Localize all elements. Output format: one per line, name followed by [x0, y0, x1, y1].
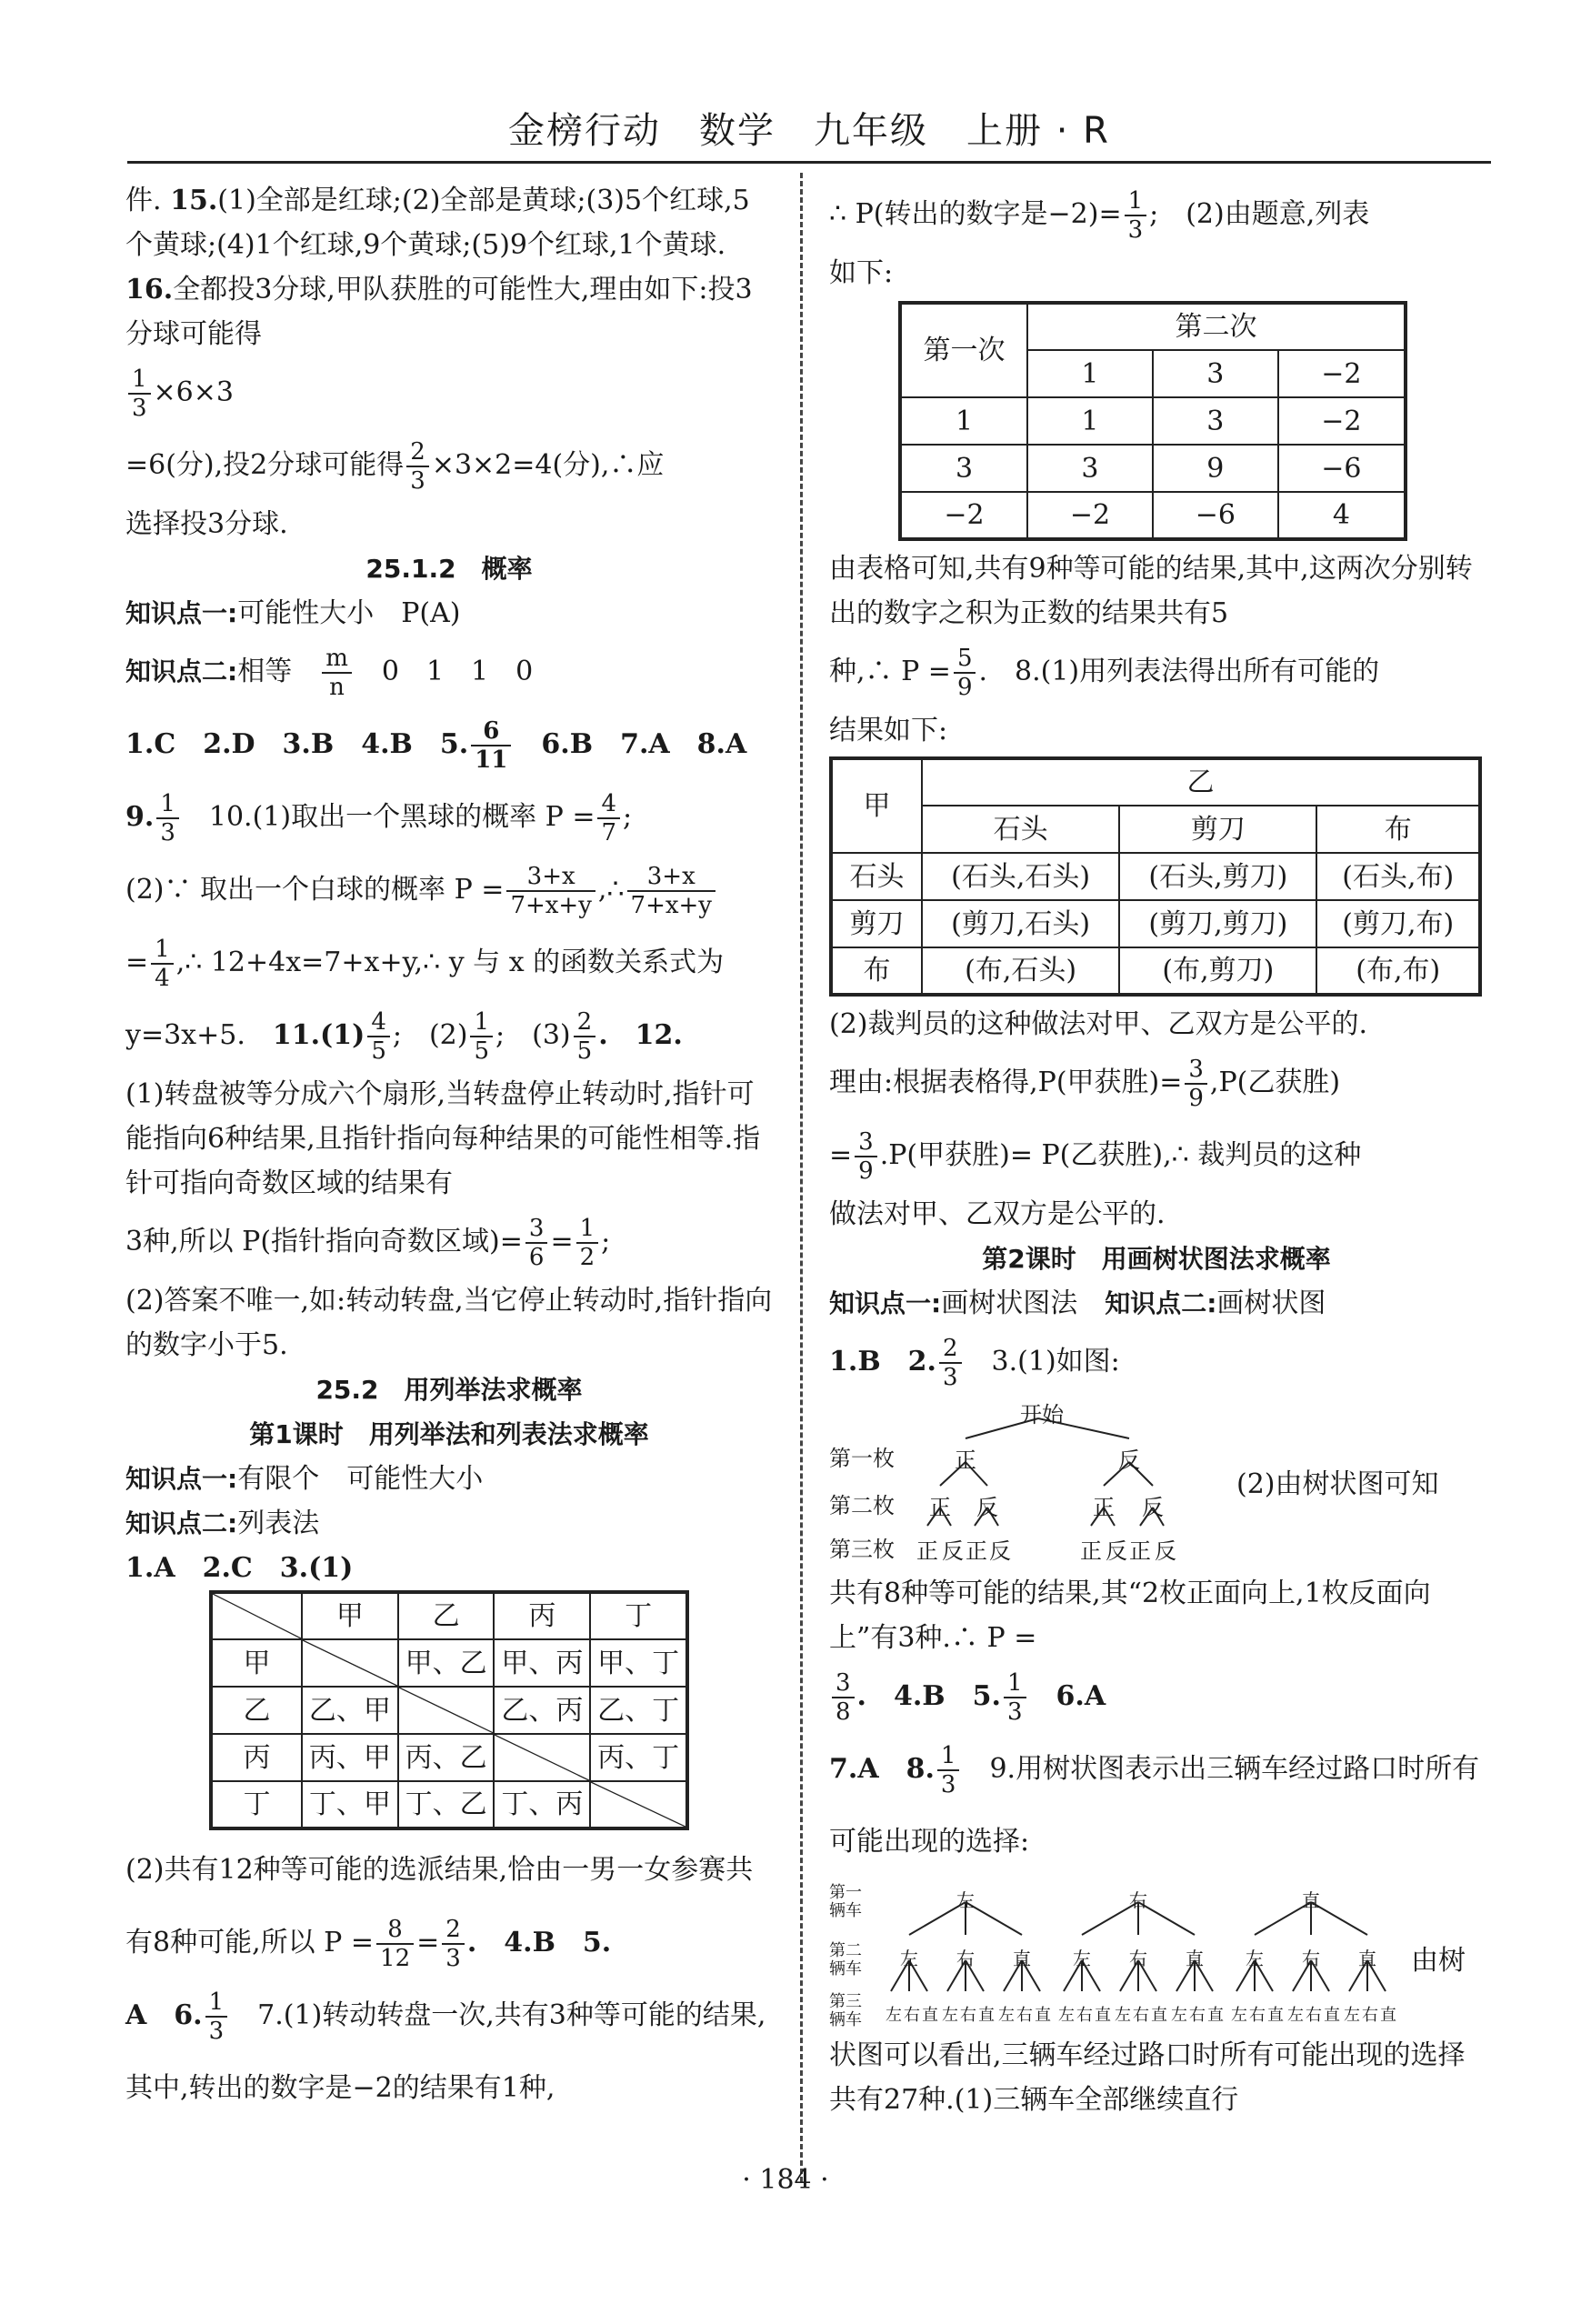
- tree-node: 直: [1380, 2006, 1396, 2025]
- table-header: −2: [1278, 350, 1406, 397]
- tree-node: 右: [960, 2006, 976, 2025]
- q9-10: 9. $\frac{1}{3}$ 10.(1)取出一个黑球的概率 P = $\frac{4}{7}$ ;: [125, 790, 633, 846]
- car-tree-diagram: [829, 1878, 1484, 2033]
- tree-node: 直: [922, 2006, 938, 2025]
- tree-node: 左: [1058, 2006, 1075, 2025]
- tree-node: 正: [929, 1495, 951, 1520]
- fraction: $\frac{3}{8}$: [832, 1669, 855, 1726]
- table-header: 石头: [922, 806, 1119, 853]
- table-row: 3 3 9 −6: [900, 445, 1406, 492]
- fraction: $\frac{1}{3}$: [156, 790, 179, 846]
- fraction: $\frac{1}{4}$: [151, 936, 174, 992]
- tree-node: 左: [956, 1889, 975, 1911]
- table-header: 布: [1316, 806, 1480, 853]
- tree-node: 反: [1118, 1447, 1140, 1473]
- tree-level-label: 第三辆车: [829, 1992, 862, 2029]
- knowledge-point: 知识点二:列表法: [125, 1508, 320, 1539]
- section-title: 25.1.2 概率: [365, 554, 533, 584]
- fraction: $\frac{3+x}{7+x+y}$: [506, 863, 595, 919]
- tree-node: 右: [956, 1948, 975, 1969]
- fraction: $\frac{4}{7}$: [597, 790, 620, 846]
- page-number: · 184 ·: [742, 2164, 829, 2196]
- fraction: $\frac{2}{5}$: [574, 1008, 596, 1065]
- q3-2: (2)共有12种等可能的选派结果,恰由一男一女参赛共有8种可能,所以 P = $\frac{8}{12}$ = $\frac{2}{3}$ . 4.B 5.: [125, 1854, 754, 1972]
- tree-node: 直: [1302, 1889, 1320, 1911]
- knowledge-point: 知识点一:可能性大小 P(A): [125, 597, 461, 629]
- tree-node: 反: [1142, 1495, 1164, 1520]
- tree-node: 直: [1151, 2006, 1167, 2025]
- fraction: $\frac{2}{3}$: [939, 1335, 962, 1391]
- column-divider: [800, 173, 803, 2182]
- q-number: 15.: [170, 185, 218, 216]
- fraction: $\frac{m}{n}$: [322, 645, 352, 701]
- tree-node: 右: [1362, 2006, 1378, 2025]
- tree-node: 正: [1093, 1495, 1115, 1520]
- text: 选择投3分球.: [125, 508, 288, 540]
- tree-node: 直: [1186, 1948, 1204, 1969]
- page-header: 金榜行动 数学 九年级 上册 · R: [127, 105, 1491, 164]
- fraction: $\frac{5}{9}$: [954, 645, 976, 701]
- table-header: 3: [1153, 350, 1278, 397]
- fraction: $\frac{1}{3}$: [205, 1988, 228, 2045]
- fraction: $\frac{1}{5}$: [470, 1008, 493, 1065]
- tree-node: 右: [1133, 2006, 1149, 2025]
- table-row: 乙 乙、甲 乙、丙 乙、丁: [211, 1687, 687, 1734]
- text: (2)裁判员的这种做法对甲、乙双方是公平的.: [829, 1008, 1368, 1040]
- text: 结果如下:: [829, 715, 948, 746]
- tree-node: 正: [916, 1538, 938, 1564]
- tree-node: 正: [1080, 1538, 1102, 1564]
- tree-node: 右: [1129, 1889, 1147, 1911]
- fraction: $\frac{1}{3}$: [128, 366, 151, 422]
- knowledge-point: 知识点一:画树状图法 知识点二:画树状图: [829, 1287, 1326, 1319]
- tree-node: 反: [942, 1538, 964, 1564]
- text: ×6×3: [153, 376, 234, 408]
- tree-node: 左: [1115, 2006, 1131, 2025]
- tree-node: 正: [966, 1538, 987, 1564]
- answer-row: 1.A 2.C 3.(1): [125, 1552, 354, 1584]
- lesson-title: 第1课时 用列举法和列表法求概率: [249, 1419, 649, 1449]
- product-table: [898, 301, 1407, 541]
- q12-line: 3种,所以 P(指针指向奇数区域)= $\frac{3}{6}$ = $\frac{1}{2}$ ;: [125, 1215, 611, 1271]
- tree-node: 右: [1129, 1948, 1147, 1969]
- tree-node: 左: [1231, 2006, 1247, 2025]
- text: ×3×2=4(分),∴应: [431, 449, 665, 481]
- q16-line: [125, 356, 773, 429]
- table-row: −2 −2 −6 4: [900, 492, 1406, 539]
- table-row: 丁 丁、甲 丁、乙 丁、丙: [211, 1781, 687, 1828]
- fraction: $\frac{4}{5}$: [367, 1008, 390, 1065]
- tree-node: 反: [976, 1495, 998, 1520]
- q10-11: y=3x+5. 11.(1) $\frac{4}{5}$ ; (2) $\frac{1}{5}$ ; (3) $\frac{2}{5}$ . 12.: [125, 1008, 683, 1065]
- tree-note: 由树: [1411, 1945, 1466, 1977]
- table-header: 乙: [922, 758, 1480, 806]
- tree-node: 正: [955, 1447, 976, 1473]
- fraction: $\frac{1}{3}$: [937, 1742, 960, 1798]
- table-row: 石头 (石头,石头) (石头,剪刀) (石头,布): [831, 853, 1480, 900]
- tree-node: 左: [1171, 2006, 1187, 2025]
- tree-node: 反: [1106, 1538, 1127, 1564]
- table-header: 第二次: [1027, 303, 1406, 350]
- tree-note: (2)由树状图可知: [1236, 1468, 1439, 1500]
- fraction: $\frac{2}{3}$: [406, 438, 429, 495]
- tree-node: 直: [1324, 2006, 1340, 2025]
- tree-node: 左: [998, 2006, 1015, 2025]
- fraction: $\frac{2}{3}$: [442, 1916, 465, 1972]
- tree-node: 左: [942, 2006, 958, 2025]
- q15-16-block: [125, 178, 773, 356]
- tree-node: 左: [886, 2006, 902, 2025]
- fraction: $\frac{3}{9}$: [855, 1128, 877, 1185]
- tree-level-label: 第三枚: [829, 1537, 895, 1562]
- answer-row: 1.B 2. $\frac{2}{3}$ 3.(1)如图:: [829, 1335, 1120, 1391]
- tree-node: 直: [1035, 2006, 1051, 2025]
- table-row: 布 (布,石头) (布,剪刀) (布,布): [831, 947, 1480, 995]
- fraction: $\frac{1}{3}$: [1125, 187, 1147, 244]
- r4-line: $\frac{3}{8}$ . 4.B 5. $\frac{1}{3}$ 6.A: [829, 1660, 1484, 1733]
- table-corner: 第一次: [900, 303, 1027, 397]
- coin-tree-diagram: [829, 1398, 1484, 1571]
- knowledge-point: 知识点一:有限个 可能性大小: [125, 1463, 484, 1495]
- answer-text: (1)全部是红球;(2)全部是黄球;(3)5个红球,5个黄球;(4)1个红球,9个黄球;(5)9个红球,1个黄球.: [125, 185, 750, 261]
- text: 状图可以看出,三辆车经过路口时所有可能出现的选择共有27种.(1)三辆车全部继续直行: [829, 2039, 1466, 2116]
- r2-line: 种,∴ P = $\frac{5}{9}$ . 8.(1)用列表法得出所有可能的: [829, 645, 1380, 701]
- table-row: 1 1 3 −2: [900, 397, 1406, 445]
- tree-node: 右: [1306, 2006, 1322, 2025]
- r5-line: 7.A 8. $\frac{1}{3}$ 9.用树状图表示出三辆车经过路口时所有可能出现的选择:: [829, 1742, 1480, 1858]
- tree-level-label: 第二辆车: [829, 1941, 862, 1978]
- tree-node: 直: [978, 2006, 995, 2025]
- q10-line3: = $\frac{1}{4}$ ,∴ 12+4x=7+x+y,∴ y 与 x 的函数关系式为: [125, 936, 725, 992]
- section-title: 25.2 用列举法求概率: [315, 1375, 583, 1405]
- text: 件.: [125, 185, 162, 216]
- q10-line2: (2)∵ 取出一个白球的概率 P = $\frac{3+x}{7+x+y}$ ,∴ $\frac{3+x}{7+x+y}$: [125, 854, 773, 927]
- tree-node: 左: [1246, 1948, 1264, 1969]
- tree-node: 直: [1267, 2006, 1284, 2025]
- q6-7: A 6. $\frac{1}{3}$ 7.(1)转动转盘一次,共有3种等可能的结果,其中,转出的数字是−2的结果有1种,: [125, 1988, 766, 2104]
- tree-level-label: 第一辆车: [829, 1883, 862, 1920]
- tree-node: 直: [1013, 1948, 1031, 1969]
- table-header: 甲: [302, 1592, 398, 1639]
- table-row: 甲 甲、乙 甲、丙 甲、丁: [211, 1639, 687, 1687]
- fraction: $\frac{3}{9}$: [1185, 1056, 1207, 1112]
- tree-level-label: 第一枚: [829, 1446, 895, 1471]
- knowledge-point: 知识点二:相等 $\frac{m}{n}$ 0 1 1 0: [125, 645, 534, 701]
- table-header: 剪刀: [1119, 806, 1316, 853]
- selection-table: [209, 1590, 689, 1830]
- text: 共有8种等可能的结果,其“2枚正面向上,1枚反面向上”有3种.∴ P =: [829, 1578, 1431, 1654]
- rps-table: [829, 756, 1482, 997]
- tree-node: 直: [1207, 2006, 1224, 2025]
- tree-node: 左: [1344, 2006, 1360, 2025]
- tree-node: 右: [1249, 2006, 1266, 2025]
- r3-line: 理由:根据表格得,P(甲获胜)= $\frac{3}{9}$ ,P(乙获胜): [829, 1056, 1341, 1112]
- table-header: 乙: [398, 1592, 495, 1639]
- tree-node: 左: [900, 1948, 918, 1969]
- table-row: 剪刀 (剪刀,石头) (剪刀,剪刀) (剪刀,布): [831, 900, 1480, 947]
- q12-text: (1)转盘被等分成六个扇形,当转盘停止转动时,指针可能指向6种结果,且指针指向每种结果的可能性相等.指针可指向奇数区域的结果有: [125, 1078, 761, 1199]
- tree-node: 右: [1189, 2006, 1206, 2025]
- left-column: [125, 178, 773, 2125]
- table-corner: 甲: [831, 758, 922, 853]
- fraction: $\frac{3}{6}$: [525, 1215, 548, 1271]
- table-corner: [211, 1592, 302, 1639]
- tree-node: 右: [904, 2006, 920, 2025]
- fraction: $\frac{6}{11}$: [471, 717, 511, 774]
- right-column: [829, 178, 1484, 2122]
- tree-node: 直: [1358, 1948, 1376, 1969]
- text: =6(分),投2分球可能得: [125, 449, 405, 481]
- tree-node: 右: [1302, 1948, 1320, 1969]
- fraction: $\frac{8}{12}$: [376, 1916, 414, 1972]
- tree-node: 直: [1095, 2006, 1111, 2025]
- tree-level-label: 第二枚: [829, 1493, 895, 1518]
- text: 做法对甲、乙双方是公平的.: [829, 1198, 1166, 1230]
- tree-root: 开始: [1020, 1402, 1064, 1427]
- r3-line2: = $\frac{3}{9}$ .P(甲获胜)= P(乙获胜),∴ 裁判员的这种: [829, 1128, 1362, 1185]
- q16-line2: [125, 429, 773, 502]
- tree-node: 反: [1155, 1538, 1176, 1564]
- r1: ∴ P(转出的数字是−2)= $\frac{1}{3}$ ; (2)由题意,列表: [829, 187, 1370, 244]
- table-row: 丙 丙、甲 丙、乙 丙、丁: [211, 1734, 687, 1781]
- answer-text: 全都投3分球,甲队获胜的可能性大,理由如下:投3分球可能得: [125, 274, 753, 350]
- text: 由表格可知,共有9种等可能的结果,其中,这两次分别转出的数字之积为正数的结果共有5: [829, 553, 1473, 629]
- fraction: $\frac{1}{2}$: [576, 1215, 599, 1271]
- tree-node: 左: [1073, 1948, 1091, 1969]
- tree-node: 右: [1016, 2006, 1033, 2025]
- table-header: 丁: [590, 1592, 687, 1639]
- q12-text2: (2)答案不唯一,如:转动转盘,当它停止转动时,指针指向的数字小于5.: [125, 1285, 773, 1361]
- tree-node: 右: [1076, 2006, 1093, 2025]
- fraction: $\frac{3+x}{7+x+y}$: [627, 863, 715, 919]
- table-header: 1: [1027, 350, 1153, 397]
- table-header: 丙: [494, 1592, 590, 1639]
- text: 如下:: [829, 257, 894, 289]
- tree-node: 反: [989, 1538, 1011, 1564]
- answer-row: 1.C 2.D 3.B 4.B 5. $\frac{6}{11}$ 6.B 7.A 8.A: [125, 717, 747, 774]
- tree-node: 左: [1287, 2006, 1304, 2025]
- fraction: $\frac{1}{3}$: [1004, 1669, 1026, 1726]
- lesson-title: 第2课时 用画树状图法求概率: [982, 1244, 1331, 1274]
- q-number: 16.: [125, 274, 174, 306]
- tree-node: 正: [1129, 1538, 1151, 1564]
